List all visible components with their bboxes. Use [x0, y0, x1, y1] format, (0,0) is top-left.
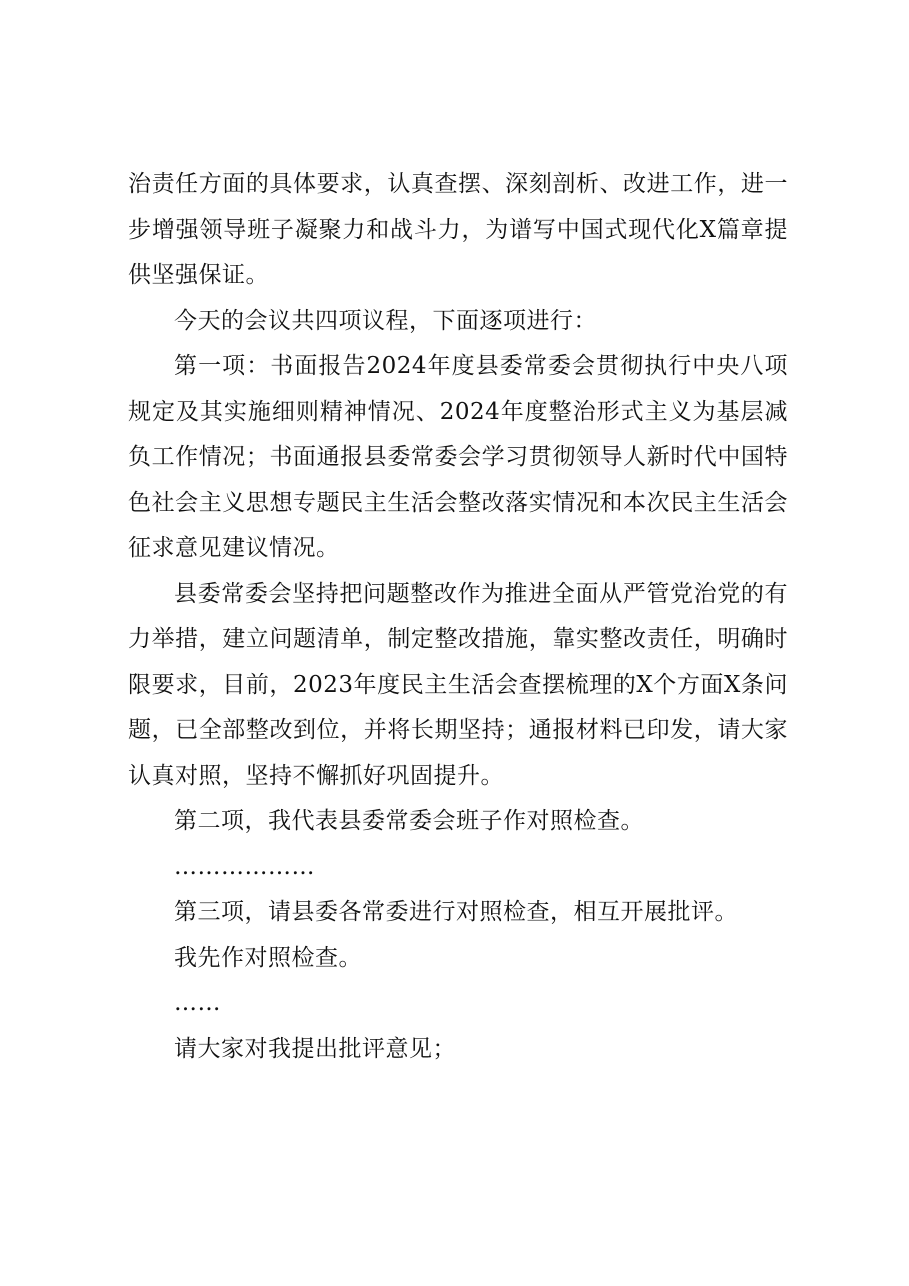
- paragraph-5: 第二项，我代表县委常委会班子作对照检查。: [174, 808, 644, 834]
- paragraph-3: 第一项：书面报告2024年度县委常委会贯彻执行中央八项规定及其实施细则精神情况、2024年度整治形式主义为基层减负工作情况；书面通报县委常委会学习贯彻领导人新时代中国特色社会主义思想专题民主生活会整改落实情况和本次民主生活会征求意见建议情况。: [128, 353, 788, 561]
- paragraph-1: 治责任方面的具体要求，认真查摆、深刻剖析、改进工作，进一步增强领导班子凝聚力和战斗力，为谱写中国式现代化X篇章提供坚强保证。: [128, 171, 788, 288]
- paragraph-4: 县委常委会坚持把问题整改作为推进全面从严管党治党的有力举措，建立问题清单，制定整改措施，靠实整改责任，明确时限要求，目前，2023年度民主生活会查摆梳理的X个方面X条问题，已全部整改到位，并将长期坚持；通报材料已印发，请大家认真对照，坚持不懈抓好巩固提升。: [128, 580, 788, 789]
- paragraph-8: 我先作对照检查。: [174, 944, 362, 971]
- document-body: [128, 162, 788, 1072]
- paragraph-2: 今天的会议共四项议程，下面逐项进行：: [174, 307, 597, 334]
- paragraph-9: ……: [174, 990, 221, 1016]
- paragraph-10: 请大家对我提出批评意见；: [174, 1035, 456, 1062]
- paragraph-6: ………………: [174, 853, 315, 880]
- paragraph-7: 第三项，请县委各常委进行对照检查，相互开展批评。: [174, 899, 738, 925]
